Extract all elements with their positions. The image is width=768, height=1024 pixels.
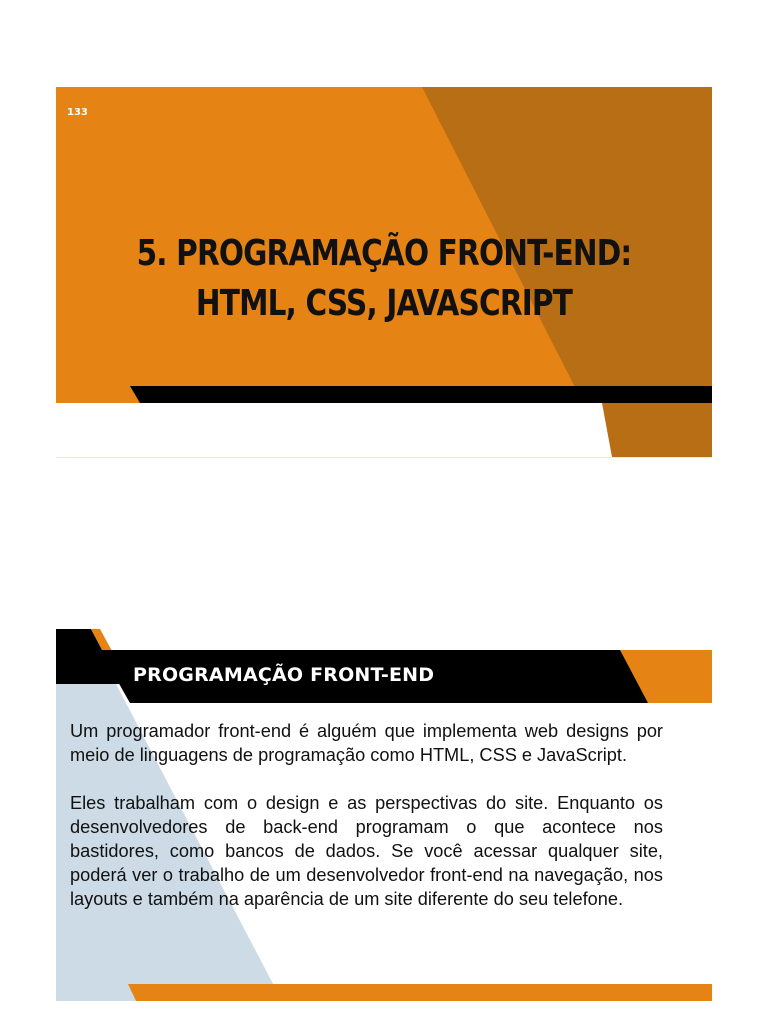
paragraph-1: Um programador front-end é alguém que implementa web designs por meio de linguagens de programação como HTML, CSS e JavaScript. (70, 721, 663, 765)
body-text (70, 719, 663, 935)
white-base (56, 403, 612, 457)
paragraph-2: Eles trabalham com o design e as perspectivas do site. Enquanto os desenvolvedores de back-end programam o que acontece nos bastidores, como bancos de dados. Se você acessar qualquer site, poderá ver o trabalho de um desenvolvedor front-end na navegação, nos layouts e também na aparência de um site diferente do seu telefone. (70, 793, 663, 909)
slide-title-line-2: HTML, CSS, JAVASCRIPT (195, 283, 573, 324)
page-number: 133 (67, 107, 88, 118)
orange-footer-bar (128, 984, 712, 1001)
slide-title-line-1: 5. PROGRAMAÇÃO FRONT-END: (136, 233, 632, 274)
title-slide (56, 87, 712, 458)
black-stripe (130, 386, 712, 403)
slide-title (115, 229, 653, 329)
content-slide (56, 629, 712, 1001)
section-header: PROGRAMAÇÃO FRONT-END (133, 664, 435, 686)
